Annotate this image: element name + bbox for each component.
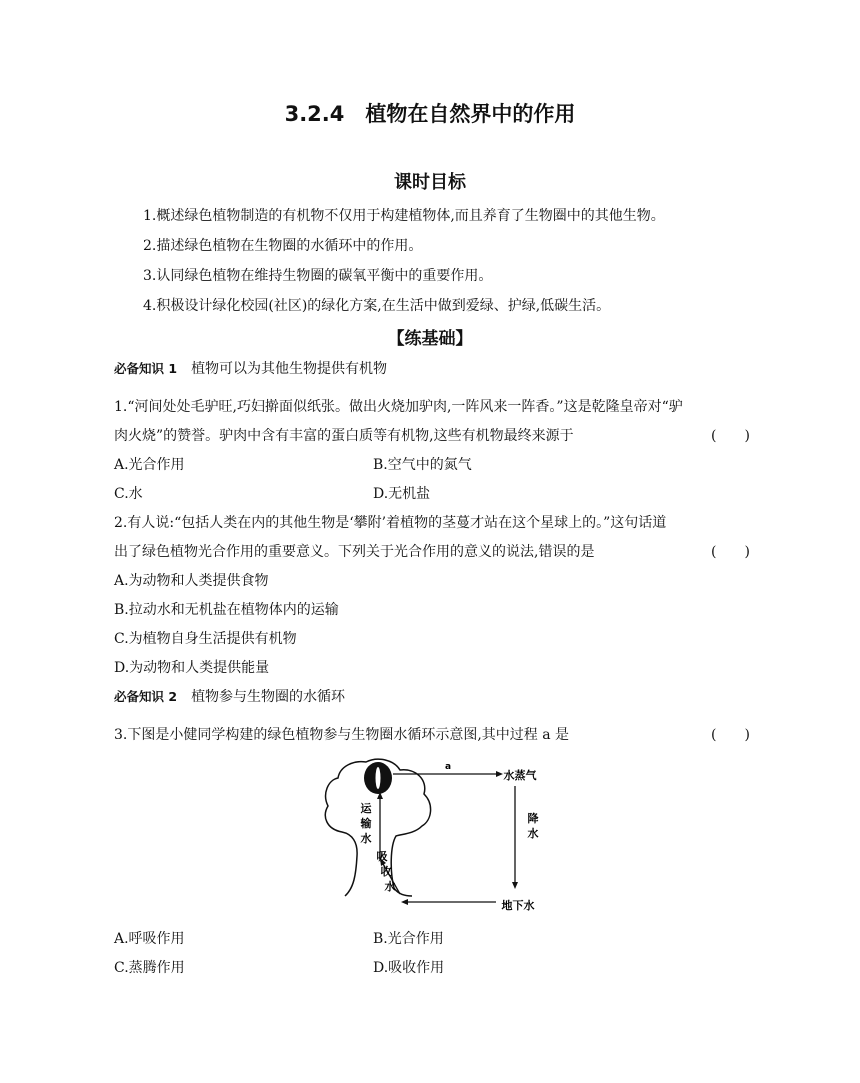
q3-option-d[interactable]: D.吸收作用 bbox=[373, 960, 445, 976]
q3-answer-blank[interactable]: ( ) bbox=[711, 727, 750, 743]
label-transport-2: 输 bbox=[360, 817, 372, 830]
label-precip-2: 水 bbox=[527, 827, 539, 840]
knowledge-label: 必备知识 2 bbox=[114, 689, 178, 704]
label-a: a bbox=[444, 762, 452, 772]
q1-stem-line1: 1.“河间处处毛驴旺,巧妇擀面似纸张。做出火烧加驴肉,一阵风来一阵香。”这是乾隆皇帝对“驴 bbox=[114, 399, 683, 415]
q2-option-a[interactable]: A.为动物和人类提供食物 bbox=[114, 573, 269, 589]
q3-stem: 3.下图是小健同学构建的绿色植物参与生物圈水循环示意图,其中过程 a 是 bbox=[114, 727, 570, 743]
q3-option-a[interactable]: A.呼吸作用 bbox=[114, 931, 185, 947]
label-transport-1: 运 bbox=[360, 802, 372, 815]
knowledge-heading-1 bbox=[114, 358, 387, 378]
q1-option-c[interactable]: C.水 bbox=[114, 486, 143, 502]
q2-stem-line1: 2.有人说:“包括人类在内的其他生物是‘攀附’着植物的茎蔓才站在这个星球上的。”这句话道 bbox=[114, 515, 667, 531]
section-heading: 【练基础】 bbox=[387, 329, 473, 349]
q3-option-c[interactable]: C.蒸腾作用 bbox=[114, 960, 185, 976]
label-vapor: 水蒸气 bbox=[503, 769, 537, 782]
label-absorb-2: 收 bbox=[380, 865, 392, 878]
q2-option-d[interactable]: D.为动物和人类提供能量 bbox=[114, 660, 270, 676]
objective-2: 2.描述绿色植物在生物圈的水循环中的作用。 bbox=[143, 238, 423, 254]
knowledge-text: 植物可以为其他生物提供有机物 bbox=[191, 361, 388, 377]
q1-stem-line2: 肉火烧”的赞誉。驴肉中含有丰富的蛋白质等有机物,这些有机物最终来源于 bbox=[114, 428, 574, 444]
objective-3: 3.认同绿色植物在维持生物圈的碳氧平衡中的重要作用。 bbox=[143, 268, 493, 284]
stoma-pore bbox=[376, 767, 381, 789]
q3-option-b[interactable]: B.光合作用 bbox=[373, 931, 444, 947]
q1-option-d[interactable]: D.无机盐 bbox=[373, 486, 431, 502]
label-absorb-3: 水 bbox=[384, 880, 396, 893]
label-precip-1: 降 bbox=[527, 812, 539, 825]
label-transport-3: 水 bbox=[360, 832, 372, 845]
q2-stem-line2: 出了绿色植物光合作用的重要意义。下列关于光合作用的意义的说法,错误的是 bbox=[114, 544, 595, 560]
q2-option-b[interactable]: B.拉动水和无机盐在植物体内的运输 bbox=[114, 602, 339, 618]
q1-answer-blank[interactable]: ( ) bbox=[711, 428, 750, 444]
knowledge-label: 必备知识 1 bbox=[114, 361, 178, 376]
q1-option-b[interactable]: B.空气中的氮气 bbox=[373, 457, 472, 473]
q2-answer-blank[interactable]: ( ) bbox=[711, 544, 750, 560]
objective-4: 4.积极设计绿化校园(社区)的绿化方案,在生活中做到爱绿、护绿,低碳生活。 bbox=[143, 298, 611, 314]
label-groundwater: 地下水 bbox=[501, 899, 535, 912]
objective-1: 1.概述绿色植物制造的有机物不仅用于构建植物体,而且养育了生物圈中的其他生物。 bbox=[143, 208, 665, 224]
q2-option-c[interactable]: C.为植物自身生活提供有机物 bbox=[114, 631, 297, 647]
knowledge-text: 植物参与生物圈的水循环 bbox=[191, 689, 346, 705]
label-absorb-1: 吸 bbox=[376, 850, 388, 863]
page-title: 3.2.4 植物在自然界中的作用 bbox=[284, 102, 576, 126]
objectives-heading: 课时目标 bbox=[394, 172, 466, 193]
water-cycle-diagram bbox=[320, 756, 550, 916]
q1-option-a[interactable]: A.光合作用 bbox=[114, 457, 185, 473]
knowledge-heading-2 bbox=[114, 686, 345, 706]
